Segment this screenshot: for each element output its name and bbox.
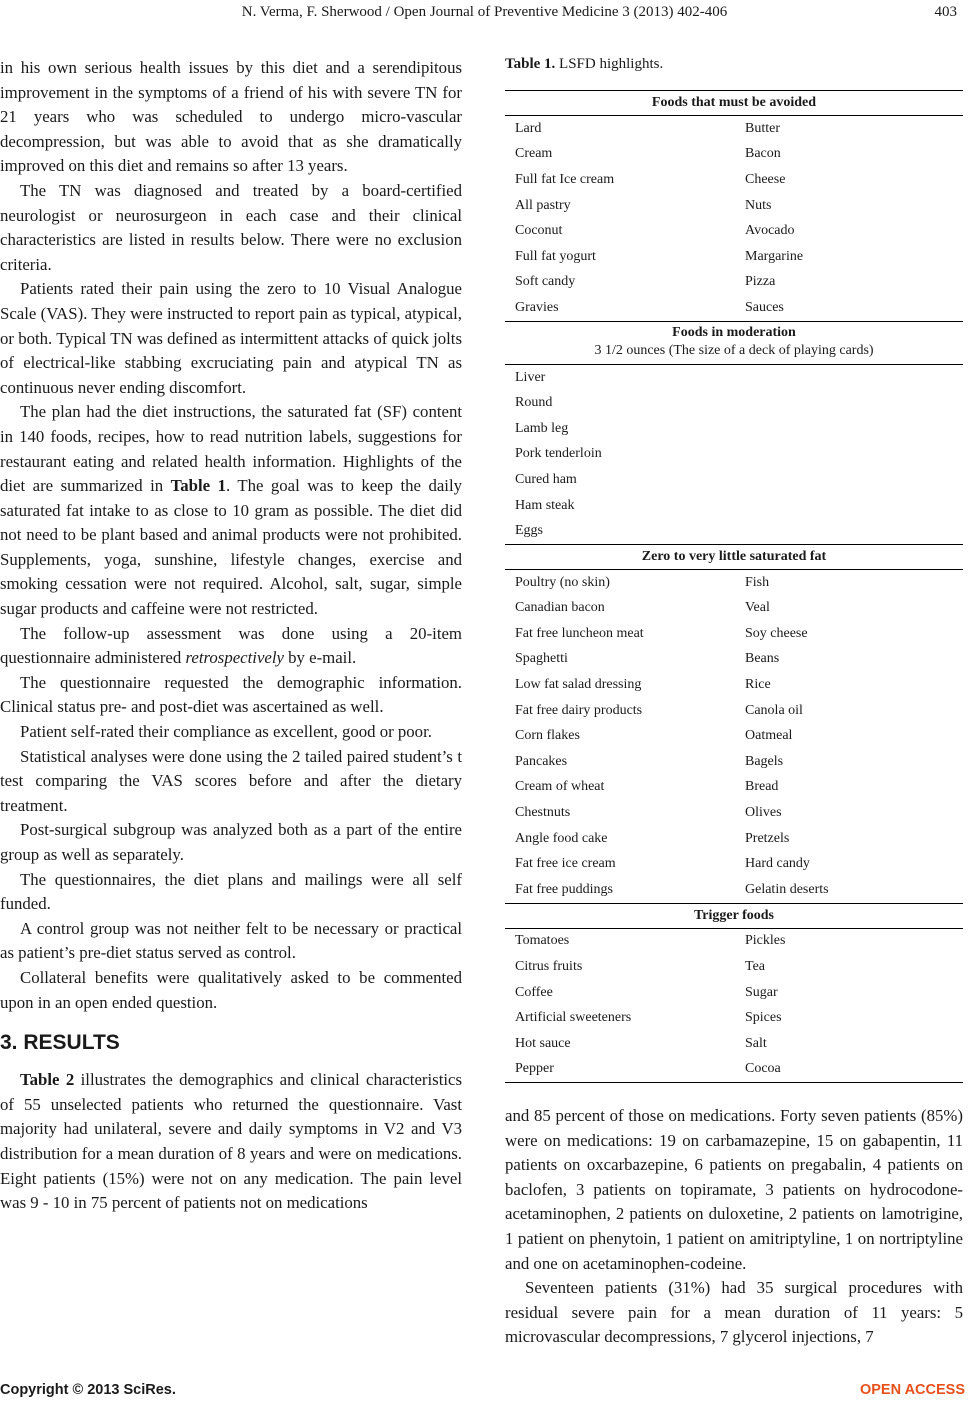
table-row	[505, 851, 963, 877]
paragraph: Statistical analyses were done using the 2 tailed paired student’s t test comparing the VAS scores before and after the dietary treatment.	[0, 746, 462, 815]
table-cell: Pickles	[745, 933, 786, 949]
lsfd-table	[505, 90, 963, 1083]
table-cell: Tomatoes	[515, 933, 570, 949]
table-row	[505, 596, 963, 622]
table-cell: Fat free luncheon meat	[515, 625, 644, 641]
table-cell: Soy cheese	[745, 625, 808, 641]
table-cell: Angle food cake	[515, 830, 608, 846]
table-cell: Cream of wheat	[515, 779, 605, 795]
table-cell: Artificial sweeteners	[515, 1010, 632, 1026]
page-number: 403	[934, 4, 957, 20]
paragraph: The TN was diagnosed and treated by a board-certified neurologist or neurosurgeon in each case and their clinical characteristics are listed in results below. There were no exclusion criteria.	[0, 180, 462, 274]
table-row	[505, 621, 963, 647]
table-cell: All pastry	[515, 197, 571, 213]
table-row	[505, 928, 963, 954]
table-row	[505, 167, 963, 193]
paragraph: A control group was not neither felt to be necessary or practical as patient’s pre-diet status served as control.	[0, 918, 462, 963]
left-column	[0, 56, 462, 1216]
table-row	[505, 749, 963, 775]
table-section-header: Zero to very little saturated fat	[505, 544, 963, 569]
table-cell: Hot sauce	[515, 1035, 571, 1051]
table-row	[505, 142, 963, 168]
paragraph: and 85 percent of those on medications. Forty seven patients (85%) were on medications: 19 on carbamazepine, 15 on gabapentin, 11 patients on oxcarbazepine, 6 patients on pregabalin, 4 patients on baclofen, 3 patients on topiramate, 3 patients on hydrocodone-acetaminophen, 2 patients on duloxetine, 2 patients on lamotrigine, 1 patient on phenytoin, 1 patient on amitriptyline, 1 on nortriptyline and one on acetaminophen-codeine.	[505, 1106, 963, 1273]
table-section-header: Foods that must be avoided	[505, 91, 963, 116]
paragraph: in his own serious health issues by this diet and a serendipitous improvement in the symptoms of a friend of his with severe TN for 21 years who was scheduled to undergo micro-vascular decompression, but was able to avoid that as she dramatically improved on this diet and remains so after 13 years.	[0, 58, 462, 176]
table-row	[505, 518, 963, 544]
table-row	[505, 954, 963, 980]
table-row	[505, 980, 963, 1006]
table-row	[505, 218, 963, 244]
table-cell: Cocoa	[735, 1057, 963, 1083]
paragraph: Post-surgical subgroup was analyzed both as a part of the entire group as well as separately.	[0, 820, 462, 864]
table-cell: Full fat Ice cream	[515, 171, 615, 187]
table-cell: Bagels	[745, 753, 784, 769]
table-row	[505, 672, 963, 698]
table-cell: Canola oil	[745, 702, 803, 718]
table-cell: Oatmeal	[745, 728, 793, 744]
table-row	[505, 1005, 963, 1031]
table-row	[505, 244, 963, 270]
table-cell: Fat free ice cream	[515, 856, 616, 872]
table-cell: Pretzels	[745, 830, 790, 846]
table-row	[505, 698, 963, 724]
table-section-header: Foods in moderation 3 1/2 ounces (The size of a deck of playing cards)	[505, 321, 963, 364]
table-cell: Bread	[745, 779, 779, 795]
table-row	[505, 775, 963, 801]
table-cell: Tea	[745, 959, 766, 975]
table-row	[505, 467, 963, 493]
table-cell: Coconut	[515, 223, 563, 239]
table-cell: Bacon	[745, 146, 781, 162]
table-cell: Fish	[745, 574, 770, 590]
paragraph: The questionnaires, the diet plans and mailings were all self funded.	[0, 869, 462, 914]
table-row	[505, 390, 963, 416]
table-row	[505, 1057, 963, 1083]
table-row	[505, 193, 963, 219]
table-row	[505, 442, 963, 468]
table-row	[505, 116, 963, 142]
table-cell: Margarine	[745, 248, 804, 264]
table-cell: Rice	[745, 677, 771, 693]
table-section-header: Trigger foods	[505, 903, 963, 928]
table-cell: Gelatin deserts	[735, 877, 963, 903]
table-cell: Eggs	[505, 518, 735, 544]
open-access-label: OPEN ACCESS	[859, 1382, 965, 1398]
table-row	[505, 877, 963, 903]
table-cell: Sauces	[735, 295, 963, 321]
table-row	[505, 569, 963, 595]
table-cell: Liver	[515, 369, 546, 385]
table-cell: Ham steak	[515, 497, 575, 513]
table-cell: Cream	[515, 146, 553, 162]
table-cell: Lamb leg	[515, 420, 569, 436]
table-cell: Veal	[745, 600, 770, 616]
table-cell: Pizza	[745, 274, 776, 290]
table-cell: Corn flakes	[515, 728, 580, 744]
table-cell: Nuts	[745, 197, 772, 213]
table-cell: Olives	[745, 805, 782, 821]
paragraph: The questionnaire requested the demographic information. Clinical status pre- and post-diet was ascertained as well.	[0, 672, 462, 717]
table-cell: Round	[515, 395, 553, 411]
table-cell: Fat free puddings	[505, 877, 735, 903]
paragraph: Collateral benefits were qualitatively asked to be commented upon in an open ended question.	[0, 967, 462, 1012]
table-cell: Butter	[745, 120, 780, 136]
table-row	[505, 826, 963, 852]
table-cell: Avocado	[745, 223, 795, 239]
table-row	[505, 364, 963, 390]
table-cell: Pork tenderloin	[515, 446, 602, 462]
table-cell: Low fat salad dressing	[515, 677, 642, 693]
table-cell: Spices	[745, 1010, 782, 1026]
section-heading: 3. RESULTS	[0, 1031, 120, 1055]
copyright: Copyright © 2013 SciRes.	[0, 1382, 176, 1398]
table-cell: Full fat yogurt	[515, 248, 596, 264]
table-cell: Coffee	[515, 984, 553, 1000]
table-row	[505, 493, 963, 519]
table-cell: Canadian bacon	[515, 600, 605, 616]
table-cell: Hard candy	[745, 856, 810, 872]
table-cell: Gravies	[505, 295, 735, 321]
table-cell: Sugar	[745, 984, 778, 1000]
table-row	[505, 723, 963, 749]
table-row	[505, 647, 963, 673]
paragraph: Patient self-rated their compliance as excellent, good or poor.	[20, 722, 432, 742]
table-cell: Lard	[515, 120, 542, 136]
table-row	[505, 1031, 963, 1057]
right-column	[505, 1104, 963, 1350]
paragraph: The follow-up assessment was done using a 20-item questionnaire administered retrospectively by e-mail.	[0, 623, 462, 668]
table-reference: Table 1	[170, 476, 226, 496]
table-cell: Cheese	[745, 171, 786, 187]
table-reference: Table 2	[20, 1070, 75, 1090]
table-cell: Cured ham	[515, 471, 577, 487]
table-cell: Beans	[745, 651, 780, 667]
table-cell: Citrus fruits	[515, 959, 583, 975]
table-row	[505, 295, 963, 321]
table-caption: Table 1. LSFD highlights.	[505, 56, 664, 72]
table-row	[505, 270, 963, 296]
paragraph: Seventeen patients (31%) had 35 surgical procedures with residual severe pain for a mean duration of 11 years: 5 microvascular decompressions, 7 glycerol injections, 7	[505, 1278, 963, 1347]
table-cell: Pancakes	[515, 753, 568, 769]
table-cell: Salt	[745, 1035, 767, 1051]
paragraph: Patients rated their pain using the zero to 10 Visual Analogue Scale (VAS). They were instructed to report pain as typical, atypical, or both. Typical TN was defined as intermittent attacks of quick jolts of electrical-like stabbing excruciating pain and atypical TN as continuous never ending discomfort.	[0, 279, 462, 397]
table-cell: Chestnuts	[515, 805, 571, 821]
running-title: N. Verma, F. Sherwood / Open Journal of Preventive Medicine 3 (2013) 402-406	[241, 4, 728, 20]
table-cell: Pepper	[505, 1057, 735, 1083]
table-cell: Poultry (no skin)	[515, 574, 610, 590]
table-cell: Fat free dairy products	[515, 702, 643, 718]
table-cell: Soft candy	[515, 274, 576, 290]
table-cell: Spaghetti	[515, 651, 568, 667]
paragraph: Table 2 illustrates the demographics and clinical characteristics of 55 unselected patients who returned the questionnaire. Vast majority had unilateral, severe and daily symptoms in V2 and V3 distribution for a mean duration of 8 years and were on medications. Eight patients (15%) were not on any medication. The pain level was 9 - 10 in 75 percent of patients not on medications	[0, 1070, 463, 1213]
paragraph: The plan had the diet instructions, the saturated fat (SF) content in 140 foods, recipes, how to read nutrition labels, suggestions for restaurant eating and related health information. Highlights of the diet are summarized in Table 1. The goal was to keep the daily saturated fat intake to as close to 10 gram as possible. The diet did not need to be plant based and animal products were not prohibited. Supplements, yoga, sunshine, lifestyle changes, exercise and smoking cessation were not required. Alcohol, salt, sugar, simple sugar products and caffeine were not restricted.	[0, 402, 463, 619]
table-row	[505, 800, 963, 826]
table-row	[505, 416, 963, 442]
